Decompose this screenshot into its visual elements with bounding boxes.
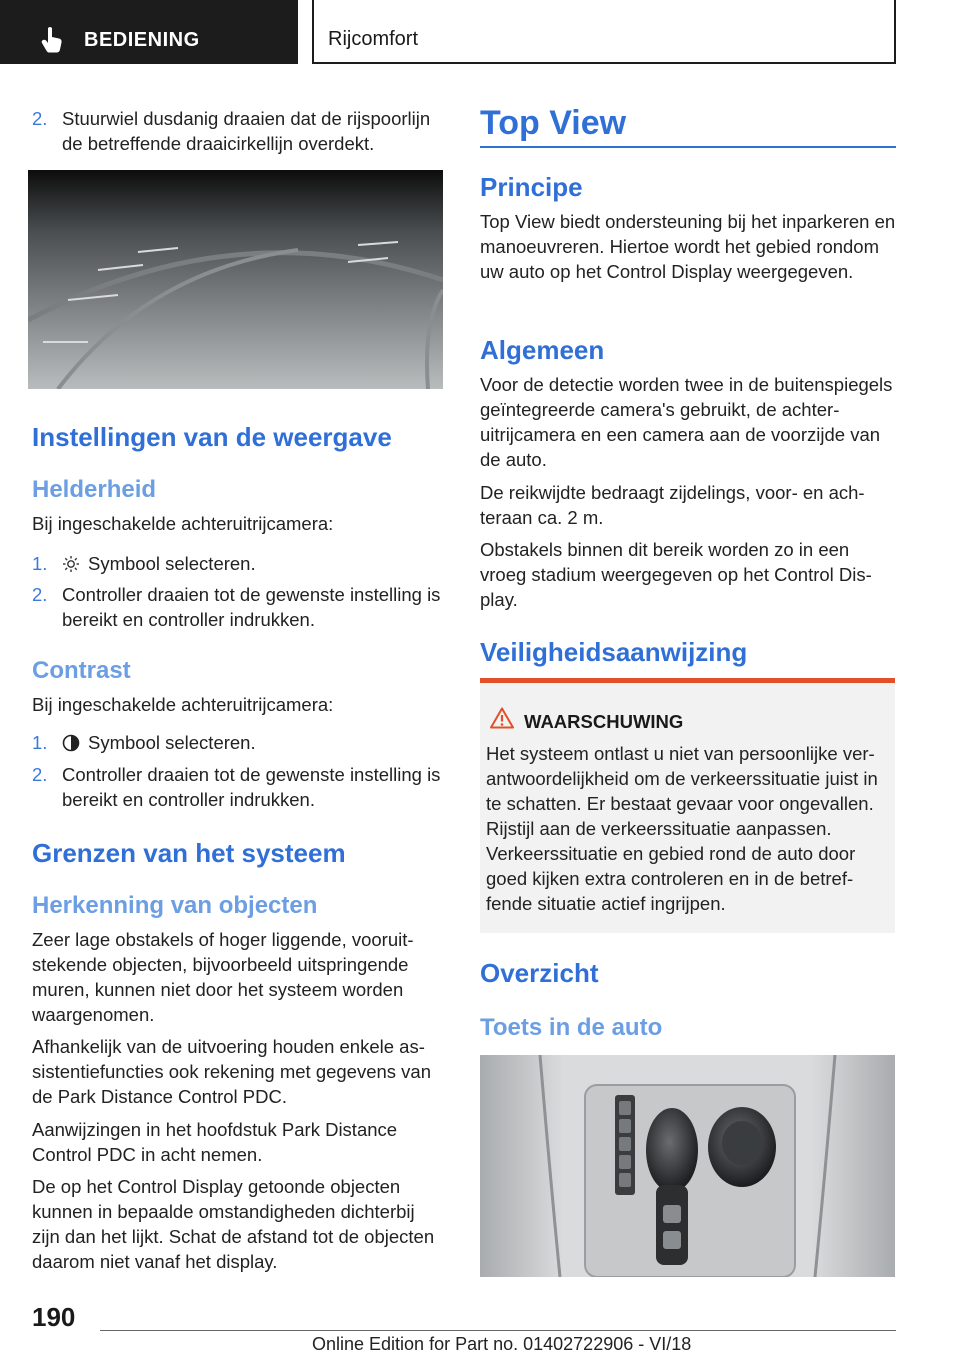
paragraph: Top View biedt ondersteuning bij het inparkeren en manoeuvreren. Hiertoe wordt het gebied rondom uw auto op het Control Display weergegeven. [480,211,896,282]
warning-title: WAARSCHUWING [524,711,684,732]
list-item-text: Controller draaien tot de gewenste instelling is bereikt en controller indrukken. [62,584,441,630]
list-item-text: Stuurwiel dusdanig draaien dat de rijspoorlijn de betreffende draaicirkellijn overdekt. [62,108,431,154]
warning-triangle-icon [490,707,514,729]
contrast-icon [62,734,80,752]
pointing-hand-icon [40,26,64,54]
section-label: Rijcomfort [328,28,419,50]
chapter-label: BEDIENING [84,29,200,51]
section-heading: Grenzen van het systeem [32,838,346,868]
paragraph: Afhankelijk van de uitvoering houden enkele assistentiefuncties ook rekening met gegevens van de Park Distance Control PDC. [32,1036,432,1107]
list-item-text: Symbool selecteren. [62,551,444,576]
section-heading: Veiligheidsaanwijzing [480,637,748,667]
list-item-text: Controller draaien tot de gewenste instelling is bereikt en controller indrukken. [62,764,441,810]
section-heading: Overzicht [480,958,599,988]
list-item-text: Symbool selecteren. [62,730,444,755]
page-number: 190 [32,1302,76,1332]
list-item-number: 2. [32,108,48,129]
header-section-box [312,0,896,64]
center-console-image [480,1055,895,1277]
subsection-heading: Toets in de auto [480,1014,663,1041]
paragraph: Zeer lage obstakels of hoger liggende, vooruitstekende objecten, bijvoorbeeld uitspringende muren, kunnen niet door het systeem worden waargenomen. [32,929,414,1025]
subsection-heading: Principe [480,172,583,202]
paragraph: Aanwijzingen in het hoofdstuk Park Distance Control PDC in acht nemen. [32,1119,398,1165]
brightness-icon [62,555,80,573]
paragraph: Voor de detectie worden twee in de buitenspiegels geïntegreerde camera's gebruikt, de achteruitrijcamera en een camera aan de voorzijde van de auto. [480,374,893,470]
page-title: Top View [480,104,627,142]
subsection-heading: Algemeen [480,335,605,365]
header-chapter-tab [0,0,298,64]
footer-edition: Online Edition for Part no. 01402722906 - VI/18 [312,1334,692,1354]
subsection-heading: Helderheid [32,476,157,503]
list-item-number: 1. [32,732,48,753]
paragraph: Bij ingeschakelde achteruitrijcamera: [32,694,334,715]
subsection-heading: Contrast [32,657,131,684]
paragraph: De reikwijdte bedraagt zijdelings, voor- en achteraan ca. 2 m. [480,482,865,528]
warning-text: Het systeem ontlast u niet van persoonlijke verantwoordelijkheid om de verkeerssituatie juist in te schatten. Er bestaat gevaar voor ongevallen. Rijstijl aan de verkeerssituatie aanpassen. Verkeerssituatie en gebied rond de auto door goed kijken extra controleren en in de betreffende situatie actief ingrijpen. [486,743,878,914]
paragraph: De op het Control Display getoonde objecten kunnen in bepaalde omstandigheden dichterbij zijn dan het lijkt. Schat de afstand tot de objecten daarom niet vanaf het display. [32,1176,435,1272]
list-item-number: 2. [32,584,48,605]
list-item-number: 1. [32,553,48,574]
paragraph: Obstakels binnen dit bereik worden zo in een vroeg stadium weergegeven op het Control Display. [480,539,872,610]
warning-box [480,678,895,933]
list-item-number: 2. [32,764,48,785]
paragraph: Bij ingeschakelde achteruitrijcamera: [32,513,334,534]
rear-camera-image [28,170,443,389]
footer-rule [100,1330,896,1331]
section-heading: Instellingen van de weergave [32,422,392,452]
title-underline [480,146,896,148]
subsection-heading: Herkenning van objecten [32,892,318,919]
